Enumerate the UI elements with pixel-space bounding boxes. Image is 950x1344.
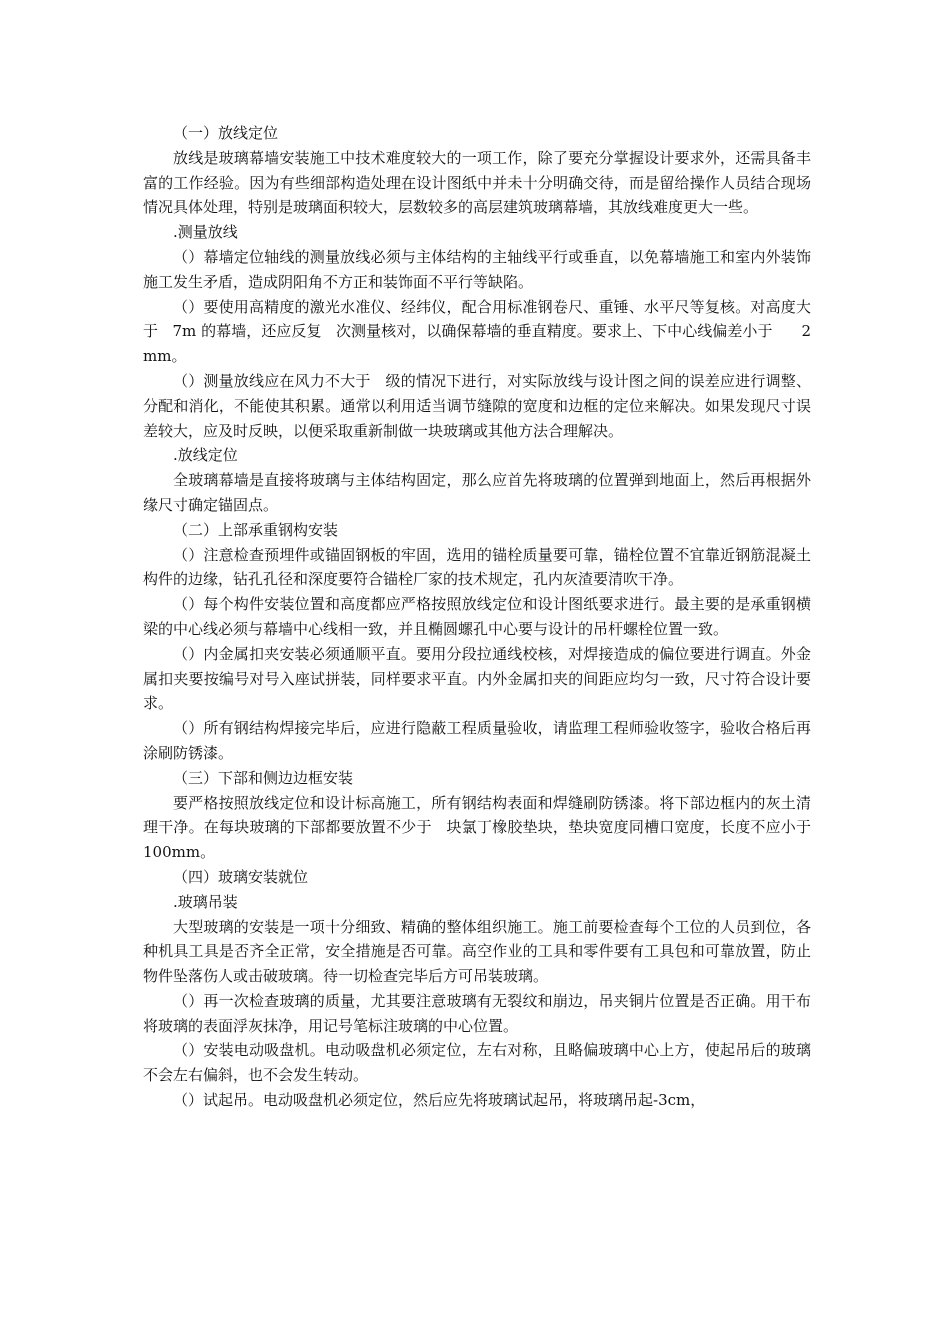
section-heading-4: （四）玻璃安装就位 [173,867,309,886]
paragraph: （）再一次检查玻璃的质量，尤其要注意玻璃有无裂纹和崩边，吊夹铜片位置是否正确。用干布将玻璃的表面浮灰抹净，用记号笔标注玻璃的中心位置。 [143,991,811,1035]
paragraph: 放线是玻璃幕墙安装施工中技术难度较大的一项工作，除了要充分掌握设计要求外，还需具备丰富的工作经验。因为有些细部构造处理在设计图纸中并未十分明确交待，而是留给操作人员结合现场情况具体处理，特别是玻璃面积较大，层数较多的高层建筑玻璃幕墙，其放线难度更大一些。 [143,148,811,217]
subsection-heading: .放线定位 [173,446,238,465]
document-body [143,121,831,1113]
paragraph: （）试起吊。电动吸盘机必须定位，然后应先将玻璃试起吊，将玻璃吊起-3cm， [173,1091,706,1110]
paragraph: 要严格按照放线定位和设计标高施工，所有钢结构表面和焊缝刷防锈漆。将下部边框内的灰土清理干净。在每块玻璃的下部都要放置不少于 块氯丁橡胶垫块，垫块宽度同槽口宽度，长度不应小于 100mm。 [143,793,831,862]
section-heading-2: （二）上部承重钢构安装 [173,520,339,539]
paragraph: （）测量放线应在风力不大于 级的情况下进行，对实际放线与设计图之间的误差应进行调整、分配和消化，不能使其积累。通常以利用适当调节缝隙的宽度和边框的定位来解决。如果发现尺寸误差较大，应及时反映，以便采取重新制做一块玻璃或其他方法合理解决。 [143,371,811,440]
paragraph: 全玻璃幕墙是直接将玻璃与主体结构固定，那么应首先将玻璃的位置弹到地面上，然后再根据外缘尺寸确定锚固点。 [143,471,811,514]
paragraph: （）幕墙定位轴线的测量放线必须与主体结构的主轴线平行或垂直，以免幕墙施工和室内外装饰施工发生矛盾，造成阴阳角不方正和装饰面不平行等缺陷。 [143,247,811,291]
paragraph: 大型玻璃的安装是一项十分细致、精确的整体组织施工。施工前要检查每个工位的人员到位，各种机具工具是否齐全正常，安全措施是否可靠。高空作业的工具和零件要有工具包和可靠放置，防止物件坠落伤人或击破玻璃。待一切检查完毕后方可吊装玻璃。 [143,917,811,986]
paragraph: （）注意检查预埋件或锚固钢板的牢固，选用的锚栓质量要可靠，锚栓位置不宜靠近钢筋混凝土构件的边缘，钻孔孔径和深度要符合锚栓厂家的技术规定，孔内灰渣要清吹干净。 [143,545,811,589]
section-heading-1: （一）放线定位 [173,124,279,142]
paragraph: （）内金属扣夹安装必须通顺平直。要用分段拉通线校核，对焊接造成的偏位要进行调直。外金属扣夹要按编号对号入座试拼装，同样要求平直。内外金属扣夹的间距应均匀一致，尺寸符合设计要求。 [143,644,811,713]
subsection-heading: .玻璃吊装 [173,892,238,911]
paragraph: （）要使用高精度的激光水准仪、经纬仪，配合用标准钢卷尺、重锤、水平尺等复核。对高度大于 7m 的幕墙，还应反复 次测量核对，以确保幕墙的垂直精度。要求上、下中心线偏差小于 2mm。 [143,297,811,366]
section-heading-3: （三）下部和侧边边框安装 [173,768,354,787]
subsection-heading: .测量放线 [173,223,238,242]
paragraph: （）所有钢结构焊接完毕后，应进行隐蔽工程质量验收，请监理工程师验收签字，验收合格后再涂刷防锈漆。 [143,719,811,762]
paragraph: （）每个构件安装位置和高度都应严格按照放线定位和设计图纸要求进行。最主要的是承重钢横梁的中心线必须与幕墙中心线相一致，并且椭圆螺孔中心要与设计的吊杆螺栓位置一致。 [143,595,811,638]
paragraph: （）安装电动吸盘机。电动吸盘机必须定位，左右对称，且略偏玻璃中心上方，使起吊后的玻璃不会左右偏斜，也不会发生转动。 [143,1041,811,1085]
